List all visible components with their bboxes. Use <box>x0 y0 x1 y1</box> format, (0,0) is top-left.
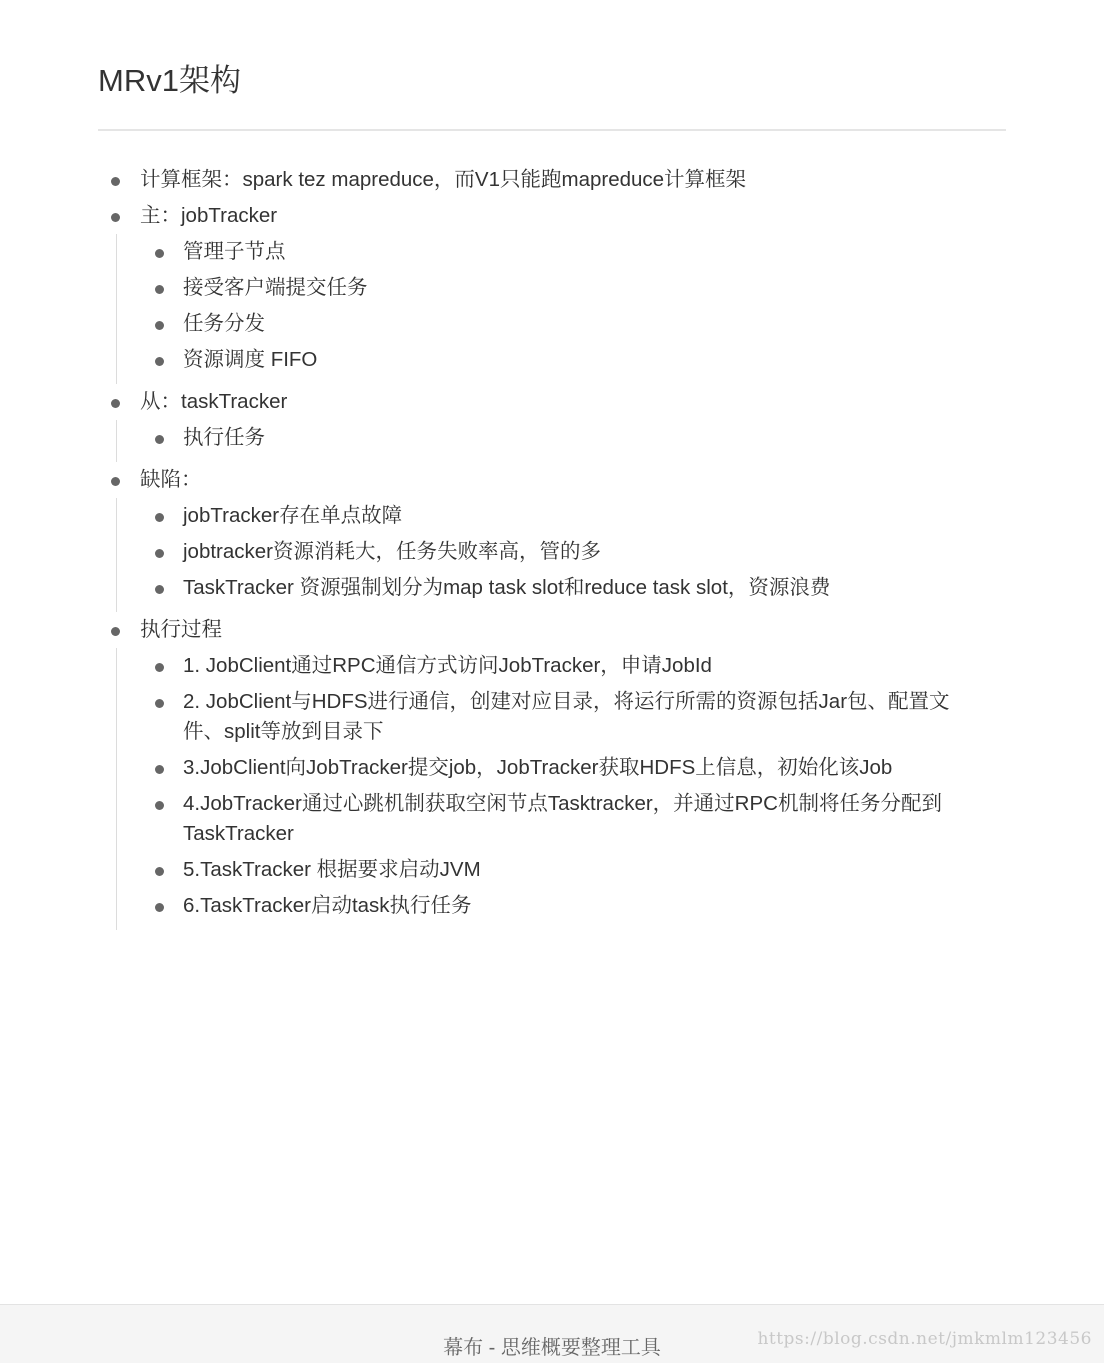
outline-list <box>0 162 1104 930</box>
outline-child-node[interactable] <box>117 342 1104 378</box>
outline-children <box>116 648 1104 930</box>
bullet-dot-icon[interactable] <box>155 321 164 330</box>
watermark-url: https://blog.csdn.net/jmkmlm123456 <box>757 1329 1092 1349</box>
outline-child-node[interactable] <box>117 234 1104 270</box>
outline-node-text: 主：jobTracker <box>140 204 278 227</box>
outline-child-node[interactable] <box>117 420 1104 456</box>
outline-child-text: 接受客户端提交任务 <box>183 276 368 299</box>
outline-child-text: 3.JobClient向JobTracker提交job，JobTracker获取HDFS上信息，初始化该Job <box>183 756 893 779</box>
bullet-dot-icon[interactable] <box>155 585 164 594</box>
outline-child-text: 资源调度 FIFO <box>183 348 318 371</box>
outline-children <box>116 234 1104 384</box>
outline-child-text: 6.TaskTracker启动task执行任务 <box>183 894 472 917</box>
outline-node[interactable] <box>0 162 1104 198</box>
bullet-dot-icon[interactable] <box>155 357 164 366</box>
outline-child-node[interactable] <box>117 750 1104 786</box>
outline-node-text: 缺陷： <box>140 468 202 491</box>
outline-child-text: 管理子节点 <box>183 240 286 263</box>
outline-child-node[interactable] <box>117 888 1104 924</box>
bullet-dot-icon[interactable] <box>111 627 120 636</box>
bullet-dot-icon[interactable] <box>155 549 164 558</box>
outline-child-text: 执行任务 <box>183 426 265 449</box>
bullet-dot-icon[interactable] <box>155 663 164 672</box>
outline-node-text: 执行过程 <box>140 618 222 641</box>
outline-child-text: 5.TaskTracker 根据要求启动JVM <box>183 858 481 881</box>
outline-child-node[interactable] <box>117 786 1104 852</box>
outline-node-text: 计算框架：spark tez mapreduce，而V1只能跑mapreduce计算框架 <box>140 168 747 191</box>
outline-child-node[interactable] <box>117 684 1104 750</box>
outline-children <box>116 498 1104 612</box>
outline-child-node[interactable] <box>117 648 1104 684</box>
footer-bar <box>0 1304 1104 1363</box>
bullet-dot-icon[interactable] <box>155 765 164 774</box>
outline-child-node[interactable] <box>117 534 1104 570</box>
outline-child-text: jobtracker资源消耗大，任务失败率高，管的多 <box>183 540 602 563</box>
bullet-dot-icon[interactable] <box>155 801 164 810</box>
bullet-dot-icon[interactable] <box>155 699 164 708</box>
outline-child-node[interactable] <box>117 570 1104 606</box>
outline-children <box>116 420 1104 462</box>
outline-child-text: 4.JobTracker通过心跳机制获取空闲节点Tasktracker，并通过RPC机制将任务分配到TaskTracker <box>183 792 942 845</box>
outline-child-text: 1. JobClient通过RPC通信方式访问JobTracker，申请JobId <box>183 654 712 677</box>
outline-child-node[interactable] <box>117 498 1104 534</box>
outline-node-text: 从：taskTracker <box>140 390 288 413</box>
bullet-dot-icon[interactable] <box>155 903 164 912</box>
bullet-dot-icon[interactable] <box>111 477 120 486</box>
outline-node[interactable] <box>0 198 1104 234</box>
outline-node[interactable] <box>0 384 1104 420</box>
outline-child-node[interactable] <box>117 270 1104 306</box>
outline-child-node[interactable] <box>117 306 1104 342</box>
footer-label[interactable]: 幕布 - 思维概要整理工具 <box>443 1337 661 1359</box>
title-divider <box>98 129 1006 131</box>
bullet-dot-icon[interactable] <box>155 249 164 258</box>
outline-child-text: jobTracker存在单点故障 <box>183 504 403 527</box>
bullet-dot-icon[interactable] <box>155 435 164 444</box>
outline-child-text: TaskTracker 资源强制划分为map task slot和reduce task slot，资源浪费 <box>183 576 831 599</box>
bullet-dot-icon[interactable] <box>155 867 164 876</box>
outline-node[interactable] <box>0 462 1104 498</box>
bullet-dot-icon[interactable] <box>155 285 164 294</box>
outline-child-text: 任务分发 <box>183 312 265 335</box>
bullet-dot-icon[interactable] <box>111 177 120 186</box>
outline-child-node[interactable] <box>117 852 1104 888</box>
outline-node[interactable] <box>0 612 1104 648</box>
bullet-dot-icon[interactable] <box>111 213 120 222</box>
outline-child-text: 2. JobClient与HDFS进行通信，创建对应目录，将运行所需的资源包括Jar包、配置文件、split等放到目录下 <box>183 690 950 743</box>
page-title: MRv1架构 <box>98 63 241 98</box>
bullet-dot-icon[interactable] <box>111 399 120 408</box>
bullet-dot-icon[interactable] <box>155 513 164 522</box>
